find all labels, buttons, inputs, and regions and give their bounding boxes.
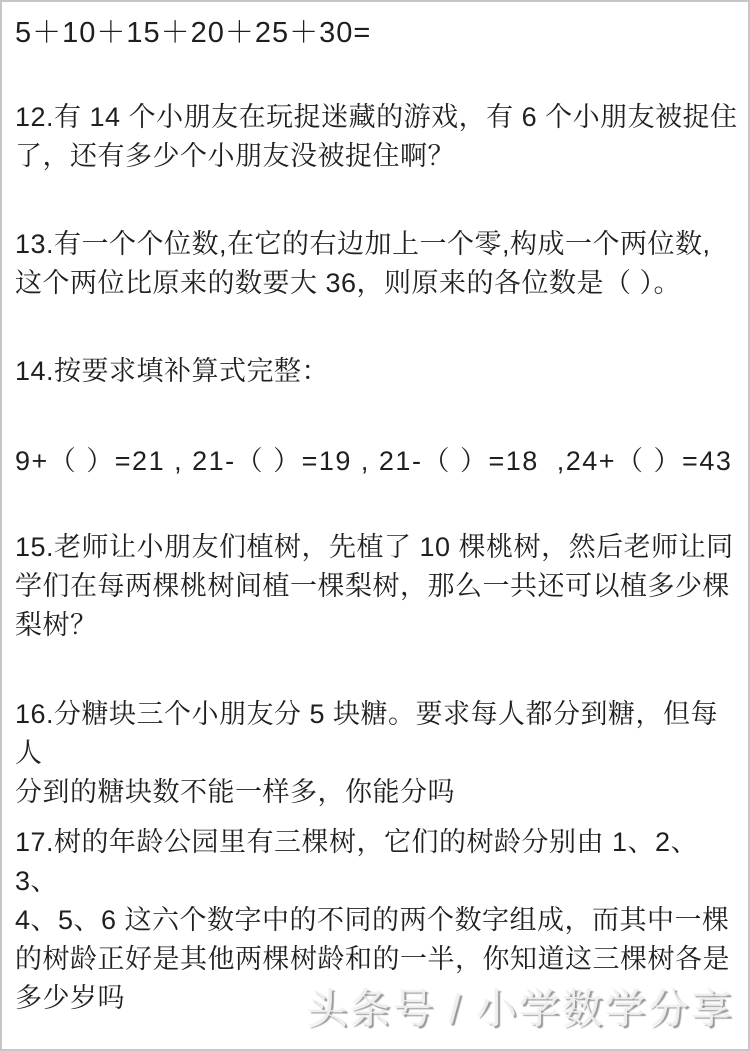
text-line: 12.有 14 个小朋友在玩捉迷藏的游戏，有 6 个小朋友被捉住: [15, 102, 738, 132]
text-line: 16.分糖块三个小朋友分 5 块糖。要求每人都分到糖，但每人: [15, 699, 719, 768]
problem-14-heading: [15, 352, 740, 391]
text-line: 分到的糖块数不能一样多，你能分吗: [15, 777, 455, 807]
problem-12: [15, 98, 740, 176]
expression-top: [15, 14, 740, 53]
text-line: 了，还有多少个小朋友没被捉住啊？: [15, 141, 455, 171]
text-line: 17.树的年龄公园里有三棵树，它们的树龄分别由 1、2、3、: [15, 827, 699, 896]
text-line: 15.老师让小朋友们植树，先植了 10 棵桃树，然后老师让同: [15, 532, 734, 562]
problem-13: [15, 225, 740, 303]
text-line: 5＋10＋15＋20＋25＋30=: [15, 17, 372, 49]
toutiao-watermark: 头条号 / 小学数学分享: [306, 986, 734, 1032]
text-line: 这个两位比原来的数要大 36，则原来的各位数是（ ）。: [15, 268, 682, 298]
text-line: 的树龄正好是其他两棵树龄和的一半，你知道这三棵树各是: [15, 944, 730, 974]
text-line: 梨树？: [15, 610, 98, 640]
problem-14-equations: [15, 442, 740, 481]
text-line: 多少岁吗: [15, 983, 125, 1013]
text-line: 9+（ ）=21 , 21-（ ）=19 , 21-（ ）=18 ,24+（ ）=43: [15, 446, 733, 476]
text-line: 13.有一个个位数,在它的右边加上一个零,构成一个两位数,: [15, 229, 711, 259]
text-line: 学们在每两棵桃树间植一棵梨树，那么一共还可以植多少棵: [15, 571, 730, 601]
problem-15: [15, 528, 740, 645]
text-line: 14.按要求填补算式完整：: [15, 356, 330, 386]
text-line: 4、5、6 这六个数字中的不同的两个数字组成，而其中一棵: [15, 905, 730, 935]
problem-16: [15, 695, 740, 812]
